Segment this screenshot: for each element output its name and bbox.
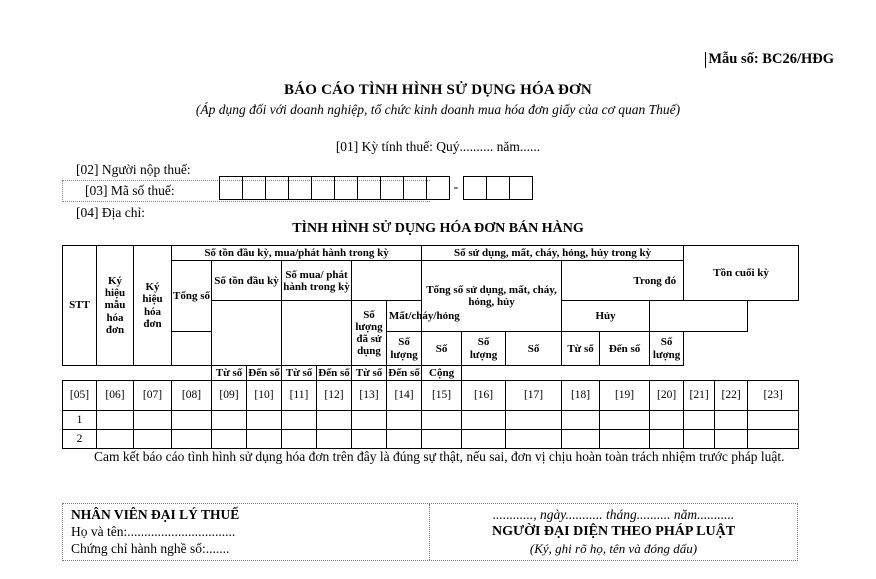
tax-code-cell[interactable] (380, 176, 404, 200)
tax-code-cell[interactable] (403, 176, 427, 200)
table-row[interactable] (63, 411, 799, 430)
col-code: [17] (506, 381, 562, 411)
page-subtitle: (Áp dụng đối với doanh nghiệp, tổ chức kinh doanh mua hóa đơn giấy của cơ quan Thuế) (195, 102, 681, 117)
col-code: [20] (650, 381, 684, 411)
row-cell[interactable] (317, 411, 352, 430)
th-spacer-2 (562, 366, 600, 381)
legal-rep-note: (Ký, ghi rõ họ, tên và đóng dấu) (529, 540, 698, 556)
row-cell[interactable] (387, 411, 422, 430)
row-stt: 2 (63, 430, 97, 449)
th-mat-chay-hong: Mất/cháy/hỏng (387, 301, 462, 332)
col-code: [23] (748, 381, 799, 411)
invoice-usage-table (62, 245, 799, 449)
col-code: [07] (134, 381, 172, 411)
table-header-row-5 (63, 366, 799, 381)
row-cell[interactable] (650, 430, 684, 449)
address-field[interactable]: [04] Địa chỉ: (76, 205, 145, 220)
th-huy: Hủy (562, 301, 650, 332)
table-row[interactable] (63, 430, 799, 449)
th-mch-so-luong: Số lượng (387, 332, 422, 366)
row-cell[interactable] (134, 430, 172, 449)
row-cell[interactable] (462, 411, 506, 430)
th-so-mua-phat-hanh: Số mua/ phát hành trong kỳ (282, 261, 352, 301)
tax-code-cell[interactable] (311, 176, 335, 200)
th-group-ton-dau-ky: Số tồn đầu kỳ, mua/phát hành trong kỳ (172, 246, 422, 261)
table-section-title: TÌNH HÌNH SỬ DỤNG HÓA ĐƠN BÁN HÀNG (292, 221, 584, 236)
row-cell[interactable] (562, 411, 600, 430)
table-body (63, 381, 799, 449)
form-code: Mẫu số: BC26/HĐG (705, 52, 834, 68)
th-so-ton-dau-ky: Số tồn đầu kỳ (212, 261, 282, 301)
col-code: [11] (282, 381, 317, 411)
th-tss-cong: Cộng (422, 366, 462, 381)
tax-agent-cert-label[interactable]: Chứng chỉ hành nghề số:....... (71, 541, 230, 556)
tax-code-cell[interactable] (242, 176, 266, 200)
row-cell[interactable] (387, 430, 422, 449)
row-cell[interactable] (97, 430, 134, 449)
row-cell[interactable] (282, 411, 317, 430)
row-cell[interactable] (212, 411, 247, 430)
row-cell[interactable] (600, 411, 650, 430)
th-huy-so-luong: Số lượng (462, 332, 506, 366)
col-code: [09] (212, 381, 247, 411)
tax-code-field-label: [03] Mã số thuế: (62, 180, 430, 202)
taxpayer-name-field[interactable]: [02] Người nộp thuế: (76, 162, 191, 177)
row-cell[interactable] (212, 430, 247, 449)
th-tck-so-luong: Số lượng (650, 332, 684, 366)
th-tong-so: Tổng số (172, 261, 212, 332)
col-code: [14] (387, 381, 422, 411)
th-spacer-6 (715, 366, 748, 381)
th-spacer-sldsd (462, 366, 506, 381)
tax-code-suffix-cell[interactable] (509, 176, 533, 200)
row-cell[interactable] (282, 430, 317, 449)
col-code: [22] (715, 381, 748, 411)
row-cell[interactable] (506, 411, 562, 430)
row-cell[interactable] (506, 430, 562, 449)
signature-date-line[interactable]: ............, ngày........... tháng.......... năm........... (492, 507, 735, 522)
row-cell[interactable] (650, 411, 684, 430)
th-huy-so: Số (506, 332, 562, 366)
title-block (0, 82, 876, 118)
row-cell[interactable] (247, 430, 282, 449)
th-tss-tu-so: Từ số (352, 366, 387, 381)
col-code: [10] (247, 381, 282, 411)
th-stt: STT (63, 246, 97, 366)
page-title: BÁO CÁO TÌNH HÌNH SỬ DỤNG HÓA ĐƠN (284, 82, 592, 98)
th-tck-tu-so: Từ số (562, 332, 600, 366)
column-code-row (63, 381, 799, 411)
tax-code-suffix-cell[interactable] (463, 176, 487, 200)
row-stt: 1 (63, 411, 97, 430)
tax-code-suffix-cell[interactable] (486, 176, 510, 200)
row-cell[interactable] (97, 411, 134, 430)
tax-code-cell[interactable] (334, 176, 358, 200)
row-cell[interactable] (134, 411, 172, 430)
th-spacer-mau (97, 366, 134, 381)
th-spacer-stt (63, 366, 97, 381)
row-cell[interactable] (352, 411, 387, 430)
th-mch-so: Số (422, 332, 462, 366)
row-cell[interactable] (748, 411, 799, 430)
tax-code-cell[interactable] (426, 176, 450, 200)
col-code: [13] (352, 381, 387, 411)
th-spacer-1 (506, 366, 562, 381)
signature-area (62, 503, 798, 561)
th-ton-cuoi-ky: Tồn cuối kỳ (684, 246, 799, 301)
th-trong-do: Trong đó (562, 261, 748, 301)
row-cell[interactable] (247, 411, 282, 430)
tax-code-cell[interactable] (265, 176, 289, 200)
th-spacer-3 (600, 366, 650, 381)
th-ky-hieu-hoa-don: Ký hiệu hóa đơn (134, 246, 172, 366)
row-cell[interactable] (172, 430, 212, 449)
row-cell[interactable] (748, 430, 799, 449)
row-cell[interactable] (352, 430, 387, 449)
th-so-ton-dau-ky-sub (212, 301, 282, 366)
col-code: [15] (422, 381, 462, 411)
row-cell[interactable] (715, 411, 748, 430)
col-code: [08] (172, 381, 212, 411)
row-cell[interactable] (684, 430, 715, 449)
row-cell[interactable] (172, 411, 212, 430)
col-code: [06] (97, 381, 134, 411)
row-cell[interactable] (715, 430, 748, 449)
row-cell[interactable] (684, 411, 715, 430)
legal-rep-block (430, 504, 797, 560)
tax-code-cell[interactable] (288, 176, 312, 200)
row-cell[interactable] (422, 430, 462, 449)
th-spacer-4 (650, 366, 684, 381)
th-tdk-tu-so: Từ số (212, 366, 247, 381)
tax-period-line: [01] Kỳ tính thuế: Quý.......... năm...... (335, 139, 541, 154)
table-header-row-1 (63, 246, 799, 261)
col-code: [12] (317, 381, 352, 411)
commitment-text: Cam kết báo cáo tình hình sử dụng hóa đơn trên đây là đúng sự thật, nếu sai, đơn vị chịu hoàn toàn trách nhiệm trước pháp luật. (94, 449, 785, 464)
table-header-row-4 (63, 332, 799, 366)
row-cell[interactable] (422, 411, 462, 430)
th-ky-hieu-mau: Ký hiệu mẫu hóa đơn (97, 246, 134, 366)
row-cell[interactable] (562, 430, 600, 449)
th-tdk-den-so: Đến số (248, 367, 280, 379)
legal-rep-title: NGƯỜI ĐẠI DIỆN THEO PHÁP LUẬT (491, 524, 736, 539)
table-header-row-2 (63, 261, 799, 301)
tax-code-boxes[interactable] (219, 176, 532, 200)
row-cell[interactable] (462, 430, 506, 449)
th-spacer-5 (684, 366, 715, 381)
col-code: [18] (562, 381, 600, 411)
row-cell[interactable] (600, 430, 650, 449)
th-spacer-tong (172, 366, 212, 381)
tax-code-separator: - (453, 180, 459, 195)
th-tck-den-so: Đến số (600, 332, 650, 366)
tax-code-cell[interactable] (357, 176, 381, 200)
col-code: [05] (63, 381, 97, 411)
th-spacer-7 (748, 366, 799, 381)
row-cell[interactable] (317, 430, 352, 449)
col-code: [16] (462, 381, 506, 411)
tax-agent-name-label[interactable]: Họ và tên:................................ (71, 524, 236, 539)
tax-agent-title: NHÂN VIÊN ĐẠI LÝ THUẾ (71, 507, 240, 522)
th-mph-tu-so: Từ số (282, 366, 317, 381)
tax-agent-block (63, 504, 430, 560)
col-code: [19] (600, 381, 650, 411)
th-so-luong-da-su-dung: Số lượng đã sử dụng (352, 301, 387, 366)
th-tong-so-su-dung: Tổng số sử dụng, mất, cháy, hỏng, hủy (422, 261, 562, 332)
th-tong-so-su-dung-a (352, 261, 422, 301)
tax-code-cell[interactable] (219, 176, 243, 200)
th-mph-den-so: Đến số (318, 367, 350, 379)
th-so-mua-sub (282, 301, 352, 366)
th-tong-so-spacer (172, 332, 212, 366)
th-group-su-dung: Số sử dụng, mất, cháy, hỏng, hủy trong kỳ (422, 246, 684, 261)
th-ton-cuoi-ky-spacer (650, 301, 748, 332)
th-tss-den-so: Đến số (388, 367, 420, 379)
th-spacer-hd (134, 366, 172, 381)
col-code: [21] (684, 381, 715, 411)
